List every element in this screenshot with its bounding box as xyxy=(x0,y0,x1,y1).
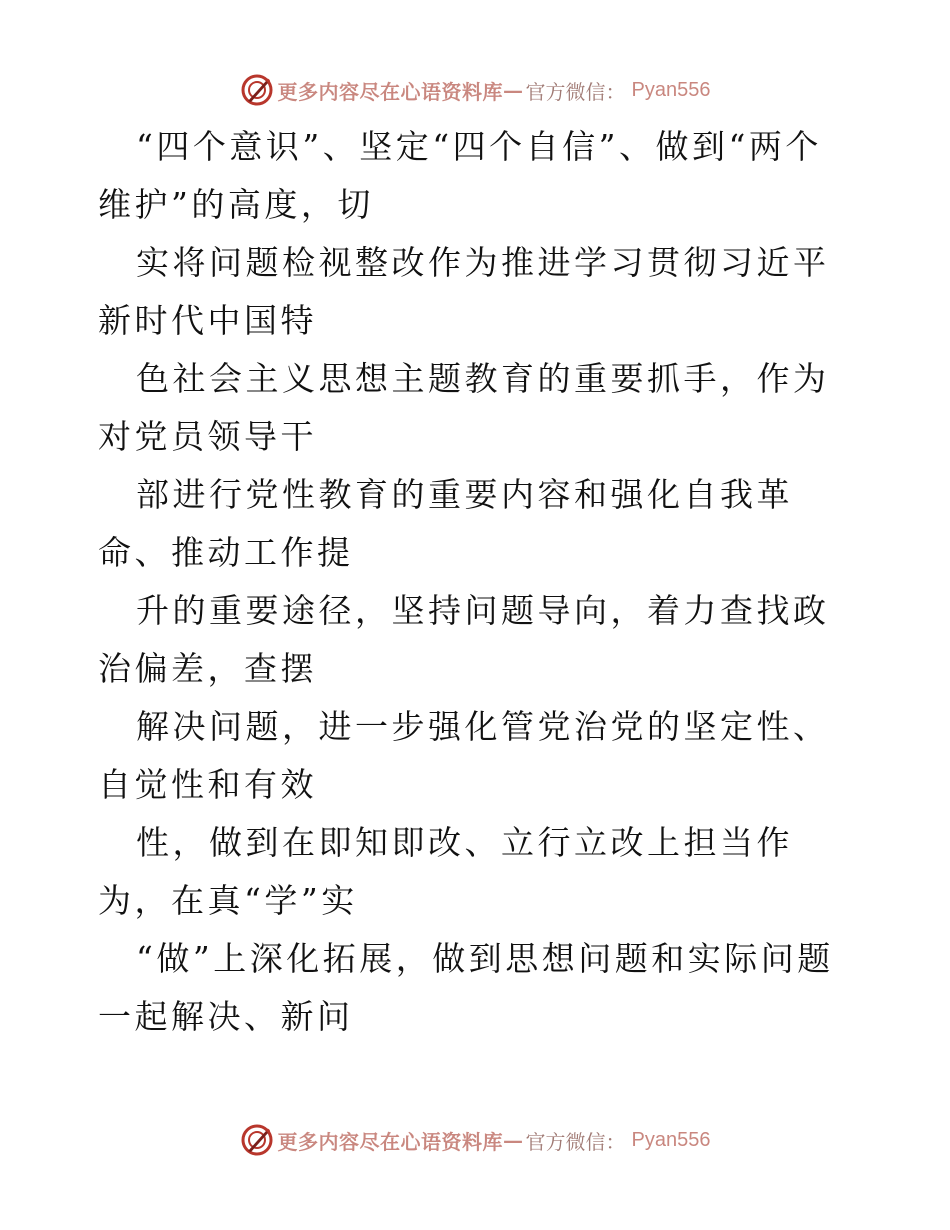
banner-title: 更多内容尽在心语资料库 xyxy=(277,1129,504,1154)
paragraph-4: 部进行党性教育的重要内容和强化自我革命、推动工作提 xyxy=(98,475,793,572)
paragraph-3: 色社会主义思想主题教育的重要抓手，作为对党员领导干 xyxy=(98,359,830,456)
quill-logo-icon xyxy=(240,73,274,107)
paragraph-8: “做”上深化拓展，做到思想问题和实际问题一起解决、新问 xyxy=(98,939,834,1036)
banner-wechat-label: 官方微信： xyxy=(525,1129,626,1154)
quill-logo-icon xyxy=(240,1123,274,1157)
banner-wechat-id: Pyan556 xyxy=(631,78,711,101)
paragraph-2: 实将问题检视整改作为推进学习贯彻习近平新时代中国特 xyxy=(98,243,830,340)
document-body xyxy=(98,118,858,1046)
banner-dash: — xyxy=(503,78,524,102)
paragraph-7: 性，做到在即知即改、立行立改上担当作为，在真“学”实 xyxy=(98,823,793,920)
banner-dash: — xyxy=(503,1128,524,1152)
header-banner xyxy=(0,70,950,110)
banner-title: 更多内容尽在心语资料库 xyxy=(277,79,504,104)
footer-banner xyxy=(0,1120,950,1160)
paragraph-5: 升的重要途径，坚持问题导向，着力查找政治偏差，查摆 xyxy=(98,591,830,688)
banner-wechat-label: 官方微信： xyxy=(525,79,626,104)
paragraph-1: “四个意识”、坚定“四个自信”、做到“两个维护”的高度，切 xyxy=(98,127,822,224)
banner-wechat-id: Pyan556 xyxy=(631,1128,711,1151)
paragraph-6: 解决问题，进一步强化管党治党的坚定性、自觉性和有效 xyxy=(98,707,830,804)
